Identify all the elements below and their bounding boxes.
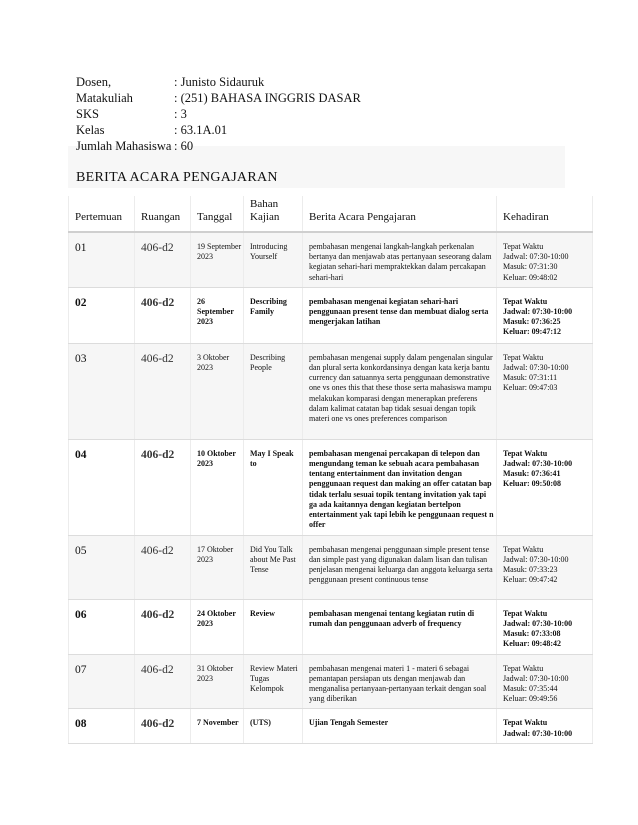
date: 7 November [191,709,244,743]
info-value: : 3 [174,107,187,121]
date: 24 Oktober 2023 [191,599,244,654]
attendance-schedule: Jadwal: 07:30-10:00 [503,673,569,683]
attendance-schedule: Jadwal: 07:30-10:00 [503,555,569,565]
room: 406-d2 [135,287,191,343]
attendance-status: Tepat Waktu [503,718,548,728]
date: 31 Oktober 2023 [191,654,244,709]
info-label: Jumlah Mahasiswa [76,139,172,153]
attendance-status: Tepat Waktu [503,242,544,251]
room: 406-d2 [135,654,191,709]
attendance-out: Keluar: 09:49:56 [503,694,558,704]
meeting-number: 03 [69,343,135,439]
attendance-in: Masuk: 07:35:44 [503,684,558,694]
attendance-status: Tepat Waktu [503,352,544,362]
teaching-report-table [68,196,593,744]
attendance-in: Masuk: 07:36:41 [503,469,561,479]
meeting-number: 07 [69,654,135,709]
attendance-status: Tepat Waktu [503,448,548,458]
table-row [69,535,593,599]
course-info [76,74,566,154]
room: 406-d2 [135,709,191,743]
attendance [497,439,593,535]
info-row-dosen [76,74,566,90]
info-value: : 63.1A.01 [174,123,228,137]
attendance-schedule: Jadwal: 07:30-10:00 [503,363,569,373]
attendance [497,599,593,654]
table-row [69,232,593,287]
attendance-schedule: Jadwal: 07:30-10:00 [503,252,569,262]
attendance-in: Masuk: 07:31:11 [503,373,558,383]
header-tanggal: Tanggal [191,196,244,232]
header-pertemuan: Pertemuan [69,196,135,232]
table-row [69,343,593,439]
info-row-kelas [76,122,566,138]
attendance-schedule: Jadwal: 07:30-10:00 [503,728,573,738]
attendance-out: Keluar: 09:50:08 [503,479,561,489]
date: 3 Oktober 2023 [191,343,244,439]
section-title: BERITA ACARA PENGAJARAN [76,170,278,185]
report: pembahasan mengenai penggunaan simple present tense dan simple past yang digunakan dalam lisan dan tulisan penjelasan mengenai keluarga dan anggota keluarga serta penggunaan present continuous tense [303,535,497,599]
attendance-schedule: Jadwal: 07:30-10:00 [503,459,573,469]
topic: Review Materi Tugas Kelompok [244,654,303,709]
info-value: : 60 [174,139,194,153]
info-value: : (251) BAHASA INGGRIS DASAR [174,91,361,105]
attendance-in: Masuk: 07:33:08 [503,629,561,639]
report: Ujian Tengah Semester [303,709,497,743]
header-bahan-kajian: Bahan Kajian [244,196,303,232]
topic: Introducing Yourself [244,232,303,287]
topic: Describing Family [244,287,303,343]
header-kehadiran: Kehadiran [497,196,593,232]
room: 406-d2 [135,599,191,654]
room: 406-d2 [135,232,191,287]
attendance-in: Masuk: 07:33:23 [503,565,558,575]
attendance-in: Masuk: 07:36:25 [503,317,561,327]
meeting-number: 08 [69,709,135,743]
room: 406-d2 [135,439,191,535]
topic: Describing People [244,343,303,439]
info-label: Dosen, [76,75,112,89]
attendance-out: Keluar: 09:47:12 [503,327,561,337]
table-row [69,439,593,535]
attendance [497,654,593,709]
table-row [69,287,593,343]
meeting-number: 02 [69,287,135,343]
report: pembahasan mengenai langkah-langkah perkenalan bertanya dan menjawab atas pertanyaan seseorang dalam kegiatan sehari-hari mempraktekkan dalam percakapan sehari-hari [303,232,497,287]
attendance [497,535,593,599]
header-berita-acara: Berita Acara Pengajaran [303,196,497,232]
table-header-row [69,196,593,232]
table-row [69,654,593,709]
report: pembahasan mengenai percakapan di telepon dan mengundang teman ke sebuah acara pembahasan tentang entertainment dan invitation dengan penggunaan request dan making an offer catatan bap tidak terlalu sesuai topik tentang invitation yak tapi ga ada kaitannya dengan kegiatan bertelpon entertainment yak tapi lebih ke penggunaan request n offer [303,439,497,535]
attendance [497,709,593,743]
table-row [69,599,593,654]
meeting-number: 04 [69,439,135,535]
room: 406-d2 [135,343,191,439]
topic: May I Speak to [244,439,303,535]
date: 19 September 2023 [191,232,244,287]
info-label: Kelas [76,123,105,137]
info-row-jumlah [76,138,566,154]
meeting-number: 01 [69,232,135,287]
attendance [497,232,593,287]
attendance-schedule: Jadwal: 07:30-10:00 [503,619,573,629]
date: 26 September 2023 [191,287,244,343]
attendance-in: Masuk: 07:31:30 [503,262,558,272]
date: 17 Oktober 2023 [191,535,244,599]
meeting-number: 05 [69,535,135,599]
attendance [497,343,593,439]
report: pembahasan mengenai supply dalam pengenalan singular dan plural serta konkordansinya dengan kata kerja bantu currency dan satuannya serta penggunaan demonstrative one vs ones this that these those serta mahasiswa mampu melakukan komparasi dengan menerapkan preferens dalam kalimat catatan bap tidak sesuai dengan topik materi one vs ones preferences comparison [303,343,497,439]
attendance-out: Keluar: 09:47:03 [503,383,558,393]
attendance-out: Keluar: 09:47:42 [503,575,558,585]
info-value: : Junisto Sidauruk [174,75,265,89]
attendance-status: Tepat Waktu [503,663,544,673]
info-row-sks [76,106,566,122]
table-row [69,709,593,743]
topic: (UTS) [244,709,303,743]
report: pembahasan mengenai tentang kegiatan rutin di rumah dan penggunaan adverb of frequency [303,599,497,654]
attendance-status: Tepat Waktu [503,544,544,554]
report: pembahasan mengenai materi 1 - materi 6 sebagai pemantapan persiapan uts dengan menjawab dan menganalisa pertanyaan-pertanyaan terkait dengan soal yang diberikan [303,654,497,709]
attendance-out: Keluar: 09:48:02 [503,272,558,282]
attendance-status: Tepat Waktu [503,608,548,618]
topic: Review [244,599,303,654]
report: pembahasan mengenai kegiatan sehari-hari penggunaan present tense dan membuat dialog serta mengerjakan latihan [303,287,497,343]
info-label: Matakuliah [76,91,133,105]
attendance-status: Tepat Waktu [503,296,548,306]
header-ruangan: Ruangan [135,196,191,232]
info-label: SKS [76,107,99,121]
info-row-matakuliah [76,90,566,106]
attendance-out: Keluar: 09:48:42 [503,639,561,649]
topic: Did You Talk about Me Past Tense [244,535,303,599]
room: 406-d2 [135,535,191,599]
attendance-schedule: Jadwal: 07:30-10:00 [503,307,573,317]
date: 10 Oktober 2023 [191,439,244,535]
meeting-number: 06 [69,599,135,654]
attendance [497,287,593,343]
